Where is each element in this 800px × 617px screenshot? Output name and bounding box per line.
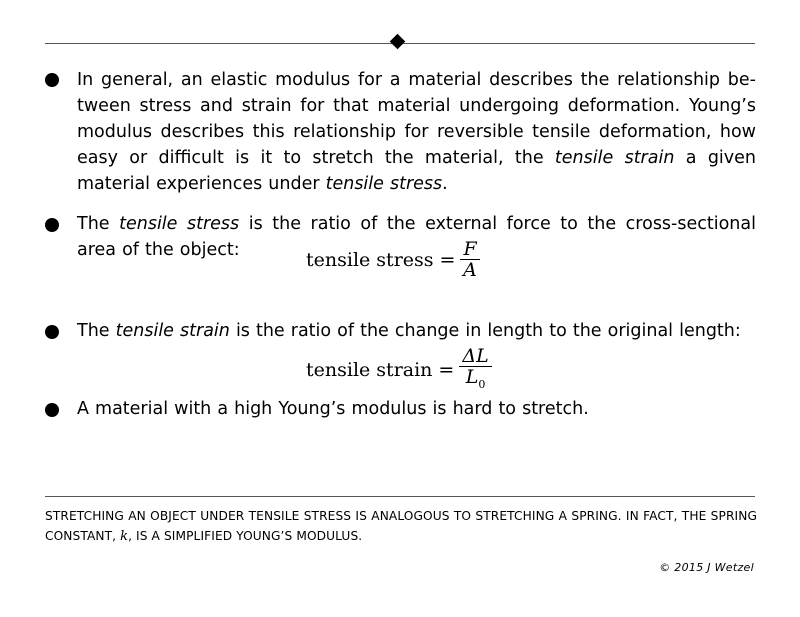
text-run: The (77, 321, 116, 341)
denominator (466, 367, 486, 395)
bullet-dot-icon (45, 218, 59, 232)
bullet-dot-icon (45, 403, 59, 417)
numerator: F (460, 239, 479, 260)
bullet-text: A material with a high Young’s modulus is hard to stretch. (77, 399, 589, 419)
emphasis-tensile-stress: tensile stress (325, 174, 443, 194)
formula-tensile-strain (306, 346, 492, 395)
bullet-text (77, 67, 756, 197)
denominator-subscript: 0 (478, 377, 486, 391)
text-run: STRETCHING AN OBJECT UNDER TENSILE STRESS IS ANALOGOUS TO STRETCHING A SPRING. IN FACT, THE SPRING CONSTANT, (45, 509, 757, 543)
emphasis-tensile-strain: tensile strain (554, 148, 675, 168)
diamond-ornament (390, 34, 406, 50)
bullet-text (77, 318, 756, 344)
bullet-dot-icon (45, 325, 59, 339)
text-run: In general, an elastic modulus for a material describes the relationship between stress and strain for that material undergoing deformation. Young’s modulus describes this relationship for reversible tensile deformation, how easy or difficult is it to stretch the material, the (77, 70, 756, 168)
text-run: , IS A SIMPLIFIED YOUNG’S MODULUS. (128, 529, 363, 543)
text-run: a given material experiences under (77, 148, 757, 194)
bullet-dot-icon (45, 73, 59, 87)
fraction (459, 346, 491, 395)
footnote-divider (45, 496, 755, 497)
spring-constant-variable: k (120, 529, 129, 544)
denominator: A (463, 259, 477, 281)
equals-sign: = (438, 359, 455, 382)
formula-label: tensile strain (306, 359, 433, 382)
fraction (460, 239, 479, 281)
emphasis-tensile-strain: tensile strain (115, 321, 230, 341)
copyright-notice: © 2015 J Wetzel (659, 561, 754, 574)
formula-label: tensile stress (306, 249, 434, 271)
numerator: ΔL (459, 346, 491, 367)
text-run: is the ratio of the external force to the cross-sectional area of the object: (77, 214, 756, 260)
emphasis-tensile-stress: tensile stress (119, 214, 240, 234)
text-run: . (442, 174, 448, 194)
text-run: is the ratio of the change in length to the original length: (229, 321, 741, 341)
formula-tensile-stress (306, 239, 480, 281)
equals-sign: = (439, 249, 456, 271)
footnote (45, 506, 757, 547)
text-run: The (77, 214, 120, 234)
denominator-symbol: L (465, 366, 479, 388)
